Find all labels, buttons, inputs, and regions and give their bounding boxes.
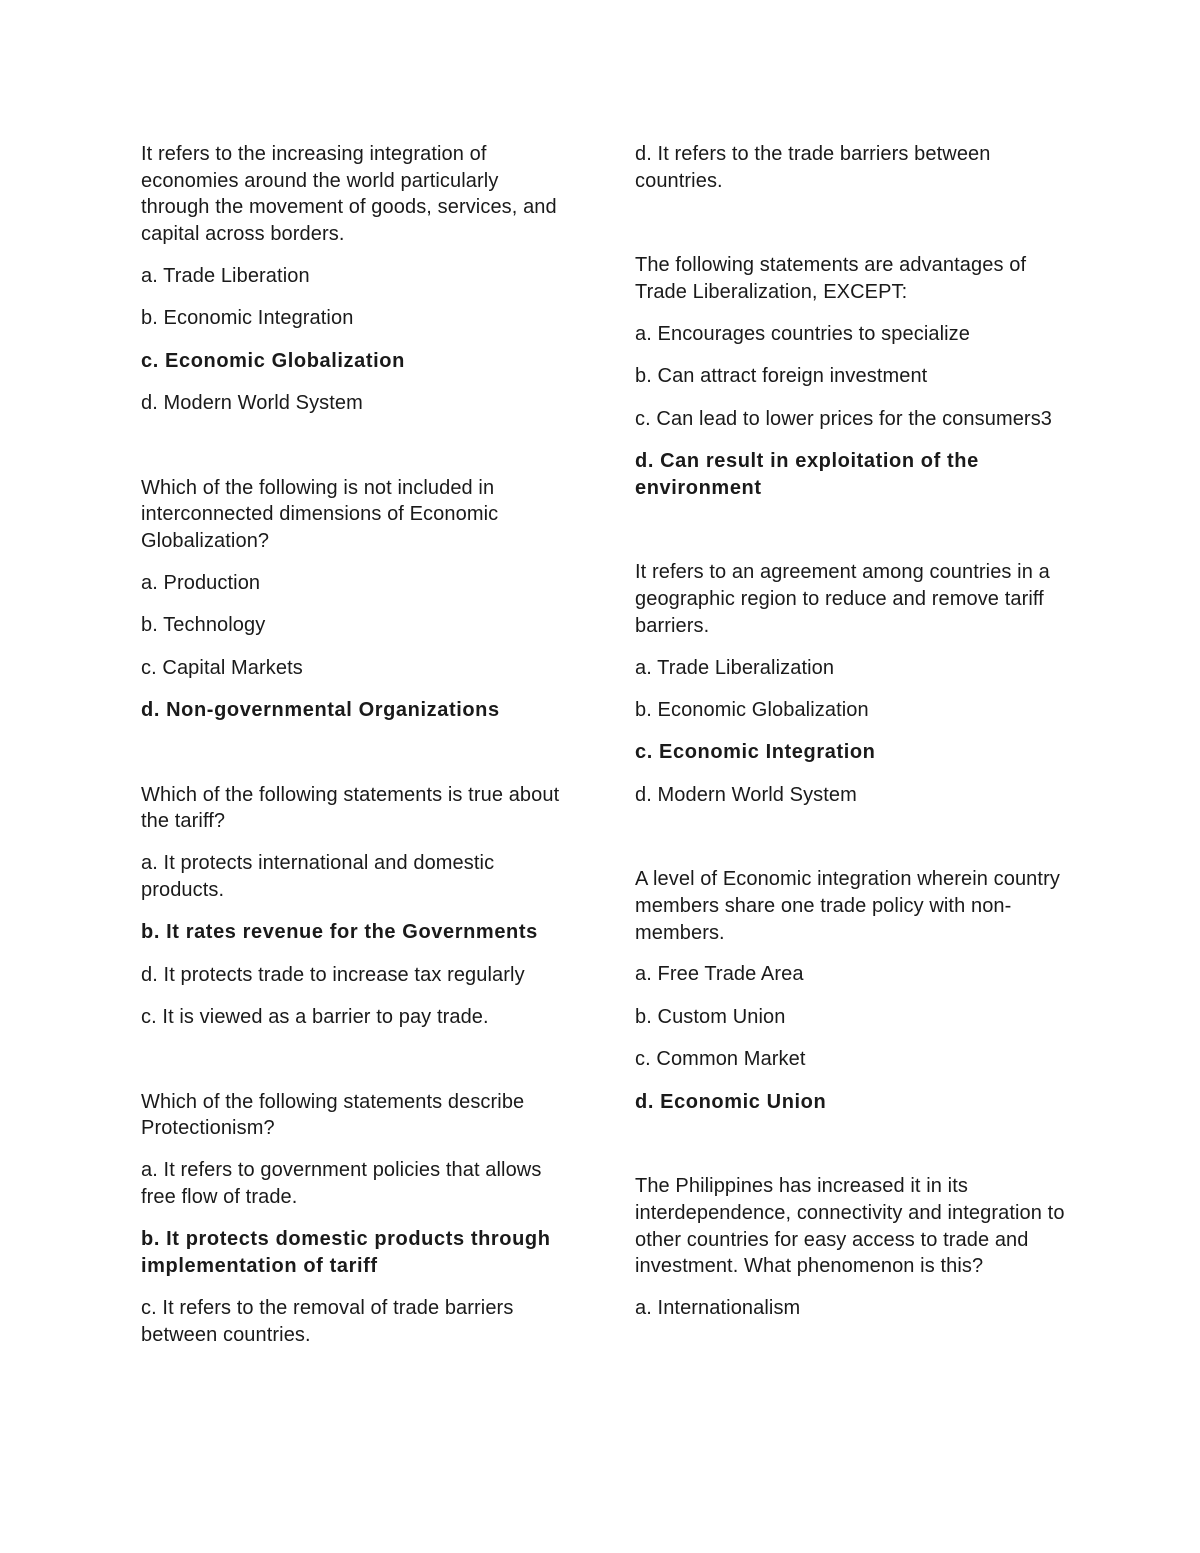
question-text: A level of Economic integration wherein country members share one trade policy with non-members. — [635, 868, 1060, 944]
option-a: a. Production — [141, 571, 261, 594]
correct-answer-d: d. Non-governmental Organizations — [141, 698, 500, 721]
question-block — [141, 141, 571, 417]
option-b: b. Custom Union — [635, 1005, 786, 1028]
option-a: a. It refers to government policies that allows free flow of trade. — [141, 1159, 542, 1208]
option-c: c. It is viewed as a barrier to pay trade. — [141, 1005, 489, 1028]
question-text: It refers to the increasing integration of economies around the world particularly through the movement of goods, services, and capital across borders. — [141, 143, 557, 246]
option-b: b. Economic Integration — [141, 307, 354, 330]
question-block — [141, 475, 571, 724]
option-a: a. Trade Liberalization — [635, 656, 835, 679]
correct-answer-b: b. It rates revenue for the Governments — [141, 921, 538, 944]
question-text: The following statements are advantages of Trade Liberalization, EXCEPT: — [635, 254, 1027, 304]
option-b: b. Can attract foreign investment — [635, 365, 928, 388]
correct-answer-c: c. Economic Integration — [635, 741, 876, 764]
question-text: It refers to an agreement among countries in a geographic region to reduce and remove tariff barriers. — [635, 561, 1050, 637]
question-block — [635, 252, 1065, 501]
question-text: Which of the following statements describe Protectionism? — [141, 1090, 525, 1140]
question-block — [141, 782, 571, 1031]
question-block — [635, 559, 1065, 808]
continued-option-block — [635, 141, 1065, 194]
option-c: c. Capital Markets — [141, 656, 303, 679]
correct-answer-c: c. Economic Globalization — [141, 349, 405, 372]
option-d: d. Modern World System — [141, 391, 363, 414]
question-block — [635, 866, 1065, 1115]
option-a: a. Encourages countries to specialize — [635, 322, 970, 345]
question-text: Which of the following statements is true about the tariff? — [141, 783, 560, 833]
left-column — [141, 141, 571, 1364]
right-column — [635, 141, 1065, 1338]
option-b: b. Economic Globalization — [635, 698, 869, 721]
option-a: a. It protects international and domestic products. — [141, 852, 495, 901]
option-b: b. Technology — [141, 614, 266, 637]
option-a: a. Trade Liberation — [141, 264, 310, 287]
option-c: c. Can lead to lower prices for the consumers3 — [635, 407, 1053, 430]
option-c: c. It refers to the removal of trade barriers between countries. — [141, 1297, 514, 1346]
question-block — [635, 1173, 1065, 1322]
option-a: a. Free Trade Area — [635, 963, 804, 986]
question-text: The Philippines has increased it in its interdependence, connectivity and integration to other countries for easy access to trade and investment. What phenomenon is this? — [635, 1175, 1065, 1278]
option-d: d. Modern World System — [635, 783, 857, 806]
correct-answer-d: d. Can result in exploitation of the environment — [635, 449, 979, 499]
option-c: c. Common Market — [635, 1048, 806, 1071]
correct-answer-d: d. Economic Union — [635, 1090, 827, 1113]
option-d: d. It protects trade to increase tax regularly — [141, 963, 525, 986]
question-text: Which of the following is not included in interconnected dimensions of Economic Globalization? — [141, 476, 499, 553]
option-d-continued: d. It refers to the trade barriers between countries. — [635, 143, 991, 192]
correct-answer-b: b. It protects domestic products through implementation of tariff — [141, 1228, 551, 1277]
option-a: a. Internationalism — [635, 1297, 801, 1320]
question-block — [141, 1089, 571, 1349]
